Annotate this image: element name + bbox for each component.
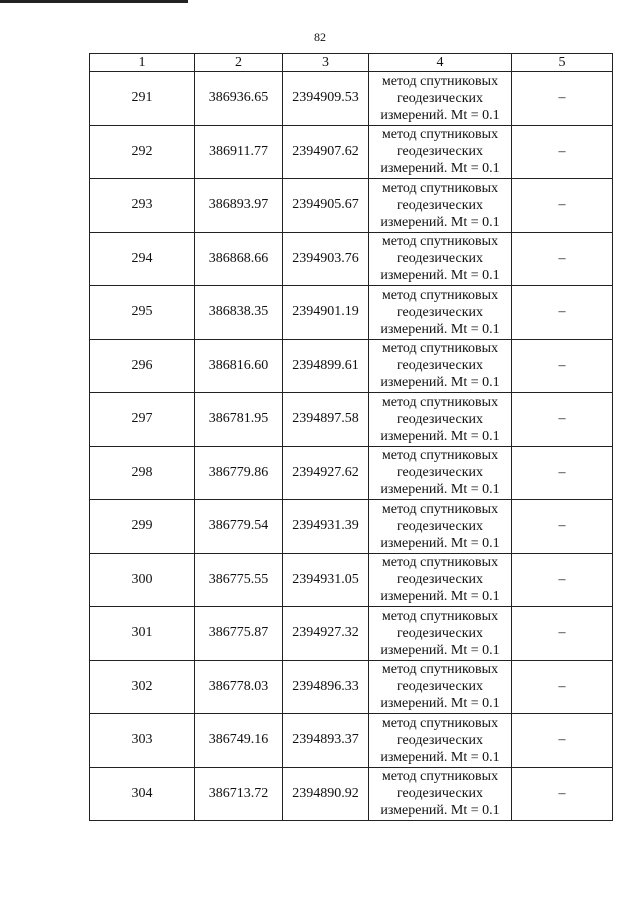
- point-number-cell: 304: [90, 767, 195, 821]
- y-coordinate-cell: 2394909.53: [283, 72, 369, 126]
- y-coordinate-cell: 2394907.62: [283, 125, 369, 179]
- point-number-cell: 295: [90, 286, 195, 340]
- header-row: [90, 54, 613, 72]
- method-line-2: геодезических: [396, 518, 483, 534]
- y-coordinate-cell: 2394927.32: [283, 607, 369, 661]
- note-cell: –: [512, 607, 613, 661]
- method-line-2: геодезических: [396, 304, 483, 320]
- table-row: [90, 607, 613, 661]
- method-cell: [369, 179, 512, 233]
- y-coordinate-cell: 2394899.61: [283, 339, 369, 393]
- coordinates-table: [89, 53, 613, 821]
- method-line-2: геодезических: [396, 572, 483, 588]
- y-coordinate-cell: 2394931.39: [283, 500, 369, 554]
- method-cell: [369, 714, 512, 768]
- method-line-3: измерений. Mt = 0.1: [380, 642, 500, 658]
- method-line-2: геодезических: [396, 732, 483, 748]
- table-row: [90, 286, 613, 340]
- method-line-1: метод спутниковых: [381, 608, 499, 624]
- y-coordinate-cell: 2394893.37: [283, 714, 369, 768]
- method-line-2: геодезических: [396, 90, 483, 106]
- point-number-cell: 293: [90, 179, 195, 233]
- point-number-cell: 303: [90, 714, 195, 768]
- x-coordinate-cell: 386911.77: [195, 125, 283, 179]
- note-cell: –: [512, 393, 613, 447]
- note-cell: –: [512, 446, 613, 500]
- table-row: [90, 660, 613, 714]
- table-row: [90, 714, 613, 768]
- note-cell: –: [512, 232, 613, 286]
- method-cell: [369, 232, 512, 286]
- point-number-cell: 299: [90, 500, 195, 554]
- method-cell: [369, 72, 512, 126]
- method-line-1: метод спутниковых: [381, 448, 499, 464]
- table-row: [90, 125, 613, 179]
- point-number-cell: 296: [90, 339, 195, 393]
- method-line-3: измерений. Mt = 0.1: [380, 803, 500, 819]
- method-line-3: измерений. Mt = 0.1: [380, 268, 500, 284]
- y-coordinate-cell: 2394927.62: [283, 446, 369, 500]
- table-row: [90, 232, 613, 286]
- method-line-1: метод спутниковых: [381, 127, 499, 143]
- point-number-cell: 291: [90, 72, 195, 126]
- method-line-1: метод спутниковых: [381, 341, 499, 357]
- point-number-cell: 300: [90, 553, 195, 607]
- note-cell: –: [512, 125, 613, 179]
- method-cell: [369, 607, 512, 661]
- method-line-1: метод спутниковых: [381, 287, 499, 303]
- method-cell: [369, 339, 512, 393]
- method-line-1: метод спутниковых: [381, 769, 499, 785]
- method-line-2: геодезических: [396, 465, 483, 481]
- point-number-cell: 292: [90, 125, 195, 179]
- method-cell: [369, 553, 512, 607]
- header-col-5: 5: [512, 54, 613, 72]
- method-line-2: геодезических: [396, 144, 483, 160]
- method-line-2: геодезических: [396, 197, 483, 213]
- note-cell: –: [512, 767, 613, 821]
- table-row: [90, 72, 613, 126]
- method-line-1: метод спутниковых: [381, 662, 499, 678]
- x-coordinate-cell: 386778.03: [195, 660, 283, 714]
- table-body: [90, 72, 613, 821]
- note-cell: –: [512, 500, 613, 554]
- y-coordinate-cell: 2394896.33: [283, 660, 369, 714]
- x-coordinate-cell: 386775.87: [195, 607, 283, 661]
- point-number-cell: 294: [90, 232, 195, 286]
- point-number-cell: 302: [90, 660, 195, 714]
- x-coordinate-cell: 386816.60: [195, 339, 283, 393]
- table-row: [90, 179, 613, 233]
- x-coordinate-cell: 386749.16: [195, 714, 283, 768]
- table-row: [90, 500, 613, 554]
- method-cell: [369, 125, 512, 179]
- header-col-1: 1: [90, 54, 195, 72]
- method-line-2: геодезических: [396, 251, 483, 267]
- method-line-1: метод спутниковых: [381, 234, 499, 250]
- y-coordinate-cell: 2394901.19: [283, 286, 369, 340]
- header-col-2: 2: [195, 54, 283, 72]
- point-number-cell: 298: [90, 446, 195, 500]
- note-cell: –: [512, 286, 613, 340]
- method-line-1: метод спутниковых: [381, 180, 499, 196]
- point-number-cell: 297: [90, 393, 195, 447]
- method-cell: [369, 767, 512, 821]
- x-coordinate-cell: 386868.66: [195, 232, 283, 286]
- scan-edge-bar: [0, 0, 188, 3]
- y-coordinate-cell: 2394931.05: [283, 553, 369, 607]
- method-line-3: измерений. Mt = 0.1: [380, 107, 500, 123]
- x-coordinate-cell: 386779.54: [195, 500, 283, 554]
- method-line-1: метод спутниковых: [381, 394, 499, 410]
- method-line-2: геодезических: [396, 786, 483, 802]
- x-coordinate-cell: 386775.55: [195, 553, 283, 607]
- x-coordinate-cell: 386779.86: [195, 446, 283, 500]
- method-line-3: измерений. Mt = 0.1: [380, 161, 500, 177]
- table-row: [90, 553, 613, 607]
- method-cell: [369, 660, 512, 714]
- method-line-2: геодезических: [396, 625, 483, 641]
- note-cell: –: [512, 179, 613, 233]
- method-cell: [369, 446, 512, 500]
- method-line-3: измерений. Mt = 0.1: [380, 749, 500, 765]
- method-line-1: метод спутниковых: [381, 555, 499, 571]
- method-cell: [369, 393, 512, 447]
- x-coordinate-cell: 386838.35: [195, 286, 283, 340]
- point-number-cell: 301: [90, 607, 195, 661]
- method-line-3: измерений. Mt = 0.1: [380, 535, 500, 551]
- y-coordinate-cell: 2394897.58: [283, 393, 369, 447]
- table-row: [90, 393, 613, 447]
- method-line-3: измерений. Mt = 0.1: [380, 428, 500, 444]
- header-col-3: 3: [283, 54, 369, 72]
- x-coordinate-cell: 386936.65: [195, 72, 283, 126]
- header-col-4: 4: [369, 54, 512, 72]
- note-cell: –: [512, 553, 613, 607]
- y-coordinate-cell: 2394890.92: [283, 767, 369, 821]
- table-row: [90, 767, 613, 821]
- method-line-1: метод спутниковых: [381, 715, 499, 731]
- note-cell: –: [512, 339, 613, 393]
- method-line-3: измерений. Mt = 0.1: [380, 375, 500, 391]
- method-cell: [369, 286, 512, 340]
- note-cell: –: [512, 72, 613, 126]
- method-line-3: измерений. Mt = 0.1: [380, 589, 500, 605]
- method-line-3: измерений. Mt = 0.1: [380, 214, 500, 230]
- page-number: 82: [314, 30, 326, 44]
- note-cell: –: [512, 714, 613, 768]
- table-header: [90, 54, 613, 72]
- note-cell: –: [512, 660, 613, 714]
- method-line-1: метод спутниковых: [381, 501, 499, 517]
- method-line-3: измерений. Mt = 0.1: [380, 696, 500, 712]
- y-coordinate-cell: 2394903.76: [283, 232, 369, 286]
- table-row: [90, 446, 613, 500]
- method-line-2: геодезических: [396, 679, 483, 695]
- method-line-3: измерений. Mt = 0.1: [380, 321, 500, 337]
- table-row: [90, 339, 613, 393]
- method-line-2: геодезических: [396, 411, 483, 427]
- method-line-3: измерений. Mt = 0.1: [380, 482, 500, 498]
- x-coordinate-cell: 386713.72: [195, 767, 283, 821]
- x-coordinate-cell: 386893.97: [195, 179, 283, 233]
- x-coordinate-cell: 386781.95: [195, 393, 283, 447]
- method-cell: [369, 500, 512, 554]
- y-coordinate-cell: 2394905.67: [283, 179, 369, 233]
- method-line-2: геодезических: [396, 358, 483, 374]
- method-line-1: метод спутниковых: [381, 73, 499, 89]
